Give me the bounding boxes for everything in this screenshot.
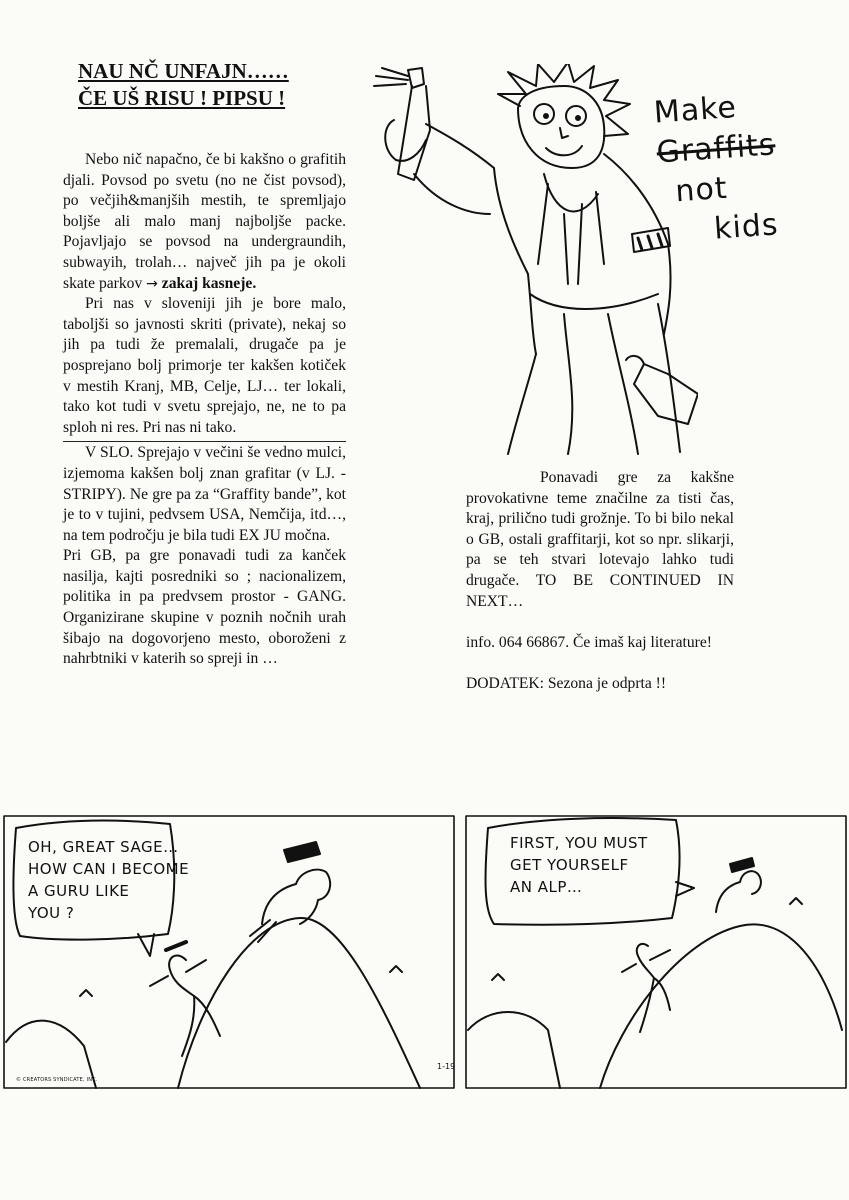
panel-1-line-1: OH, GREAT SAGE… <box>28 838 179 856</box>
paragraph-2: Pri nas v sloveniji jih je bore malo, taboljši so javnosti skriti (private), nekaj so jih pa tudi že premalali, drugače pa je posprejano bolj primorje ter kakšen kotiček v mestih Kranj, MB, Celje, LJ… ter lokali, tako kot tudi v svetu sprejajo, ne, ne to pa sploh ni res. Pri nas ni tako. <box>63 295 346 436</box>
panel-2-line-2: GET YOURSELF <box>510 856 629 874</box>
title-line-2: ČE UŠ RISU ! PIPSU ! <box>78 86 286 110</box>
dodatek-line: DODATEK: Sezona je odprta !! <box>466 674 667 692</box>
panel-2-line-3: AN ALP… <box>510 878 583 896</box>
paragraph-1 <box>63 150 346 294</box>
title-line-1: NAU NČ UNFAJN…… <box>78 59 289 83</box>
graffiti-line-2: Graffits <box>655 127 777 171</box>
panel-2-speech-bubble <box>510 832 648 898</box>
graffiti-line-1: Make <box>652 89 739 131</box>
panel-1-line-3: A GURU LIKE <box>28 882 130 900</box>
arrow-right-icon: → <box>146 275 158 292</box>
panel-1-speech-bubble <box>28 836 189 924</box>
article-title <box>78 58 328 112</box>
info-line: info. 064 66867. Če imaš kaj literature! <box>466 634 712 652</box>
paragraph-1-bold: zakaj kasneje. <box>161 274 257 292</box>
right-text-column <box>466 468 734 694</box>
paragraph-5: Ponavadi gre za kakšne provokativne teme značilne za tisti čas, kraj, prilično tudi grožnje. To bi bilo nekal o GB, ostali graffitarji, kot so npr. slikarji, pa se teh stvari lotevajo lahko tudi drugače. TO BE CONTINUED IN NEXT… <box>466 469 734 610</box>
panel-2-line-1: FIRST, YOU MUST <box>510 834 648 852</box>
comic-copyright: © CREATORS SYNDICATE, INC. <box>16 1077 98 1083</box>
paragraph-4: Pri GB, pa gre ponavadi tudi za kanček nasilja, kajti posredniki so ; nacionalizem, politika in pa predvsem prostor - GANG. Organizirane skupine v poznih nočnih urah šibajo na dogovorjeno mesto, oboroženi z nahrbtniki v katerih so spreji in … <box>63 547 346 668</box>
graffiti-line-4: kids <box>712 207 780 247</box>
graffiti-slogan <box>647 82 828 253</box>
graffiti-line-3: not <box>674 170 729 210</box>
paragraph-3: V SLO. Sprejajo v večini še vedno mulci, izjemoma kakšen bolj znan grafitar (v LJ. - STRIPY). Ne gre pa za “Graffity bande”, kot je to v tujini, pedvsem USA, Nemčija, itd…, na tem področju je bila tudi EX JU močna. <box>63 441 346 546</box>
comic-date: 1-19 <box>437 1062 456 1071</box>
paragraph-1-text: Nebo nič napačno, če bi kakšno o grafitih djali. Povsod po svetu (no ne čist povsod), po večjih&manjših mestih, te spremljajo boljše ali malo manj najboljše packe. Pojavljajo se povsod na undergraundih, subwayih, trolah… največ jih pa je okoli skate parkov <box>63 151 346 292</box>
panel-1-line-2: HOW CAN I BECOME <box>28 860 190 878</box>
left-text-column <box>63 150 346 670</box>
panel-1-line-4: YOU ? <box>28 904 75 922</box>
